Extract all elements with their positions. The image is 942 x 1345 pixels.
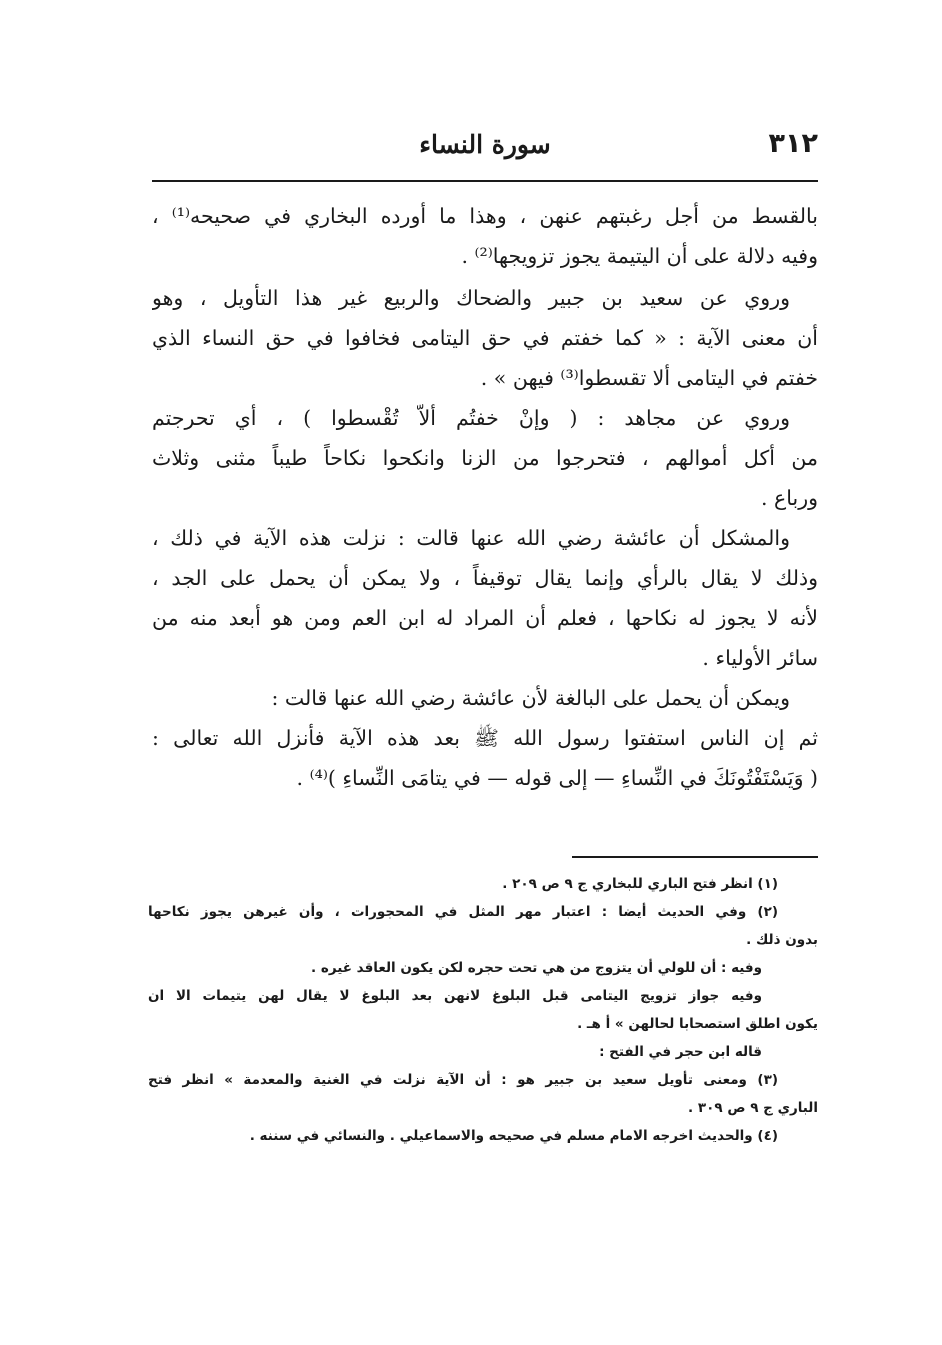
running-title: سورة النساء xyxy=(419,130,551,159)
paragraph-3 xyxy=(152,398,818,518)
footnote-2-source xyxy=(148,1038,818,1066)
footnote-rule xyxy=(572,856,818,858)
page-number: ٣١٢ xyxy=(768,128,818,159)
footnotes xyxy=(148,870,818,1150)
text-line: ورباع . xyxy=(760,486,818,510)
header-rule xyxy=(152,180,818,182)
footnote-3 xyxy=(148,1066,818,1122)
footnote-line: وفيه جواز تزويج اليتامى قبل البلوغ لانهن بعد البلوغ لا يقال لهن يتيمات الا ان xyxy=(148,988,762,1004)
text-line: سائر الأولياء . xyxy=(702,646,818,670)
text-line: لأنه لا يجوز له نكاحها ، فعلم أن المراد له ابن العم ومن هو أبعد منه من xyxy=(152,606,818,630)
text-line: وفيه دلالة على أن اليتيمة يجوز تزويجها⁽²⁾ . xyxy=(461,244,818,268)
paragraph-1 xyxy=(152,196,818,276)
footnote-line: قاله ابن حجر في الفتح : xyxy=(599,1044,762,1060)
paragraph-6 xyxy=(152,718,818,798)
footnote-line: (١) انظر فتح الباري للبخاري ج ٩ ص ٢٠٩ . xyxy=(502,876,778,892)
text-line: بالقسط من أجل رغبتهم عنهن ، وهذا ما أورده البخاري في صحيحه⁽¹⁾ ، xyxy=(152,204,818,228)
footnote-line: يكون اطلق استصحابا لحالهن » أ هـ . xyxy=(577,1016,818,1032)
paragraph-2 xyxy=(152,278,818,398)
text-line: ويمكن أن يحمل على البالغة لأن عائشة رضي الله عنها قالت : xyxy=(271,686,790,710)
text-line: أن معنى الآية : « كما خفتم في حق اليتامى فخافوا في حق النساء الذي xyxy=(152,326,818,350)
text-line: من أكل أموالهم ، فتحرجوا من الزنا وانكحوا نكاحاً طيباً مثنى وثلاث xyxy=(152,446,818,470)
text-line: وروي عن مجاهد : ( وإنْ خفتُم ألاّ تُقْسطوا ) ، أي تحرجتم xyxy=(152,406,790,430)
footnote-line: (٢) وفي الحديث أيضا : اعتبار مهر المثل في المحجورات ، وأن غيرهن يجوز نكاحها xyxy=(148,904,778,920)
footnote-2-cont-a xyxy=(148,954,818,982)
body-text xyxy=(152,196,818,798)
footnote-2-cont-b xyxy=(148,982,818,1038)
page-header xyxy=(152,128,818,168)
text-line: وروي عن سعيد بن جبير والضحاك والربيع غير هذا التأويل ، وهو xyxy=(152,286,790,310)
text-line: ( وَيَسْتَفْتُونَكَ في النِّساءِ — إلى قوله — في يتامَى النِّساءِ )⁽⁴⁾ . xyxy=(296,766,818,790)
text-line: والمشكل أن عائشة رضي الله عنها قالت : نزلت هذه الآية في ذلك ، xyxy=(152,526,790,550)
footnote-line: بدون ذلك . xyxy=(746,932,818,948)
footnote-2 xyxy=(148,898,818,954)
footnote-line: وفيه : أن للولي أن يتزوج من هي تحت حجره لكن يكون العاقد غيره . xyxy=(311,960,762,976)
text-line: وذلك لا يقال بالرأي وإنما يقال توقيفاً ، ولا يمكن أن يحمل على الجد ، xyxy=(152,566,818,590)
paragraph-4 xyxy=(152,518,818,678)
footnote-line: (٤) والحديث اخرجه الامام مسلم في صحيحه والاسماعيلي . والنسائي في سننه . xyxy=(249,1128,778,1144)
footnote-4 xyxy=(148,1122,818,1150)
text-line: ثم إن الناس استفتوا رسول الله ﷺ بعد هذه الآية فأنزل الله تعالى : xyxy=(152,726,818,750)
text-line: خفتم في اليتامى ألا تقسطوا⁽³⁾ فيهن » . xyxy=(480,366,818,390)
paragraph-5 xyxy=(152,678,818,718)
footnote-1 xyxy=(148,870,818,898)
footnote-line: الباري ج ٩ ص ٣٠٩ . xyxy=(688,1100,818,1116)
footnote-line: (٣) ومعنى تأويل سعيد بن جبير هو : أن الآية نزلت في الغنية والمعدمة » انظر فتح xyxy=(148,1072,778,1088)
